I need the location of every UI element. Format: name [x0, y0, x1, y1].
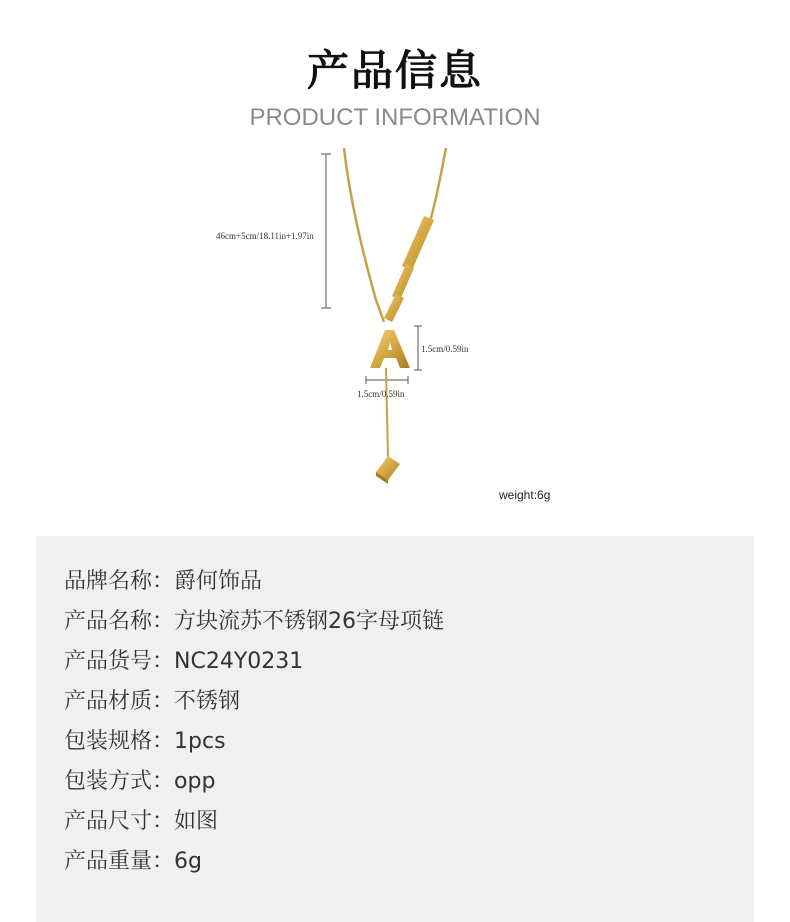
info-row-package-method: [64, 764, 215, 795]
info-label: 产品尺寸：: [64, 809, 175, 834]
info-row-brand: [64, 564, 262, 595]
width-label: 1.5cm/0.59in: [357, 389, 405, 399]
info-value: 方块流苏不锈钢26字母项链: [174, 609, 445, 634]
weight-label: weight:6g: [499, 488, 551, 502]
page-subtitle: PRODUCT INFORMATION: [249, 104, 541, 131]
page-title: 产品信息: [306, 46, 483, 95]
length-dimension-line: [321, 154, 331, 308]
info-value: 6g: [174, 849, 202, 874]
info-value: 不锈钢: [174, 689, 241, 714]
bar-pendants: [384, 216, 434, 322]
info-row-size: [64, 804, 218, 835]
info-label: 包装方式：: [64, 769, 175, 794]
letter-a-pendant: [370, 330, 410, 368]
info-row-weight: [64, 844, 202, 875]
info-label: 产品重量：: [64, 849, 175, 874]
height-label: 1.5cm/0.59in: [421, 344, 469, 354]
tassel-chain: [386, 368, 388, 458]
info-value: 1pcs: [174, 729, 226, 754]
info-value: NC24Y0231: [174, 649, 304, 674]
info-label: 产品货号：: [64, 649, 175, 674]
info-label: 产品材质：: [64, 689, 175, 714]
info-row-package-spec: [64, 724, 226, 755]
info-row-sku: [64, 644, 303, 675]
length-label: 46cm+5cm/18.11in+1.97in: [216, 231, 314, 241]
product-info-panel: [36, 536, 754, 922]
info-label: 包装规格：: [64, 729, 175, 754]
info-label: 产品名称：: [64, 609, 175, 634]
info-value: 如图: [174, 809, 219, 834]
info-value: 爵何饰品: [174, 569, 263, 594]
info-value: opp: [174, 769, 216, 794]
cube-charm: [376, 456, 400, 484]
product-figure: [0, 140, 790, 520]
info-row-material: [64, 684, 240, 715]
necklace-image: [0, 140, 790, 520]
info-label: 品牌名称：: [64, 569, 175, 594]
info-row-name: [64, 604, 444, 635]
